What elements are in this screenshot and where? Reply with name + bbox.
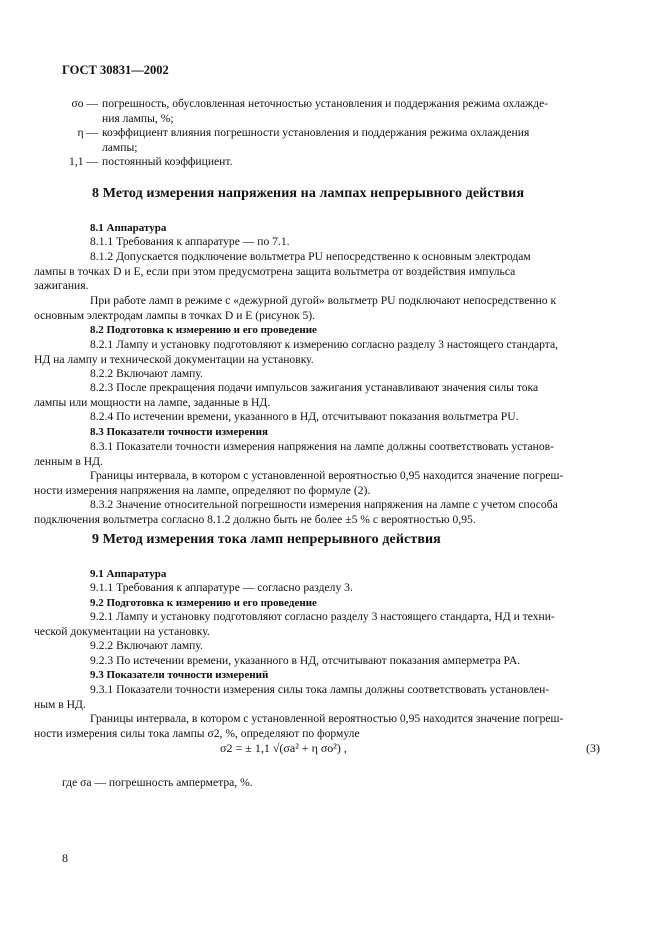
- paragraph-9-3-1: 9.3.1 Показатели точности измерения силы тока лампы должны соответствовать установлен- ным в НД.: [34, 683, 550, 711]
- page-number: 8: [62, 851, 68, 865]
- paragraph-9-2-3: 9.2.3 По истечении времени, указанного в НД, отсчитывают показания амперметра PA.: [90, 654, 521, 667]
- subsection-8-2: 8.2 Подготовка к измерению и его проведение: [90, 324, 317, 336]
- definition-text: постоянный коэффициент.: [102, 155, 233, 168]
- subsection-9-1: 9.1 Аппаратура: [90, 568, 167, 580]
- paragraph-8-3-2: 8.3.2 Значение относительной погрешности измерения напряжения на лампе с учетом способа подключения вольтметра согласно 8.1.2 должно быть не более ±5 % с вероятностью 0,95.: [34, 498, 558, 526]
- paragraph-8-2-3: 8.2.3 После прекращения подачи импульсов зажигания устанавливают значения силы тока лампы или мощности на лампе, заданные в НД.: [34, 381, 539, 409]
- paragraph-8-1-1: 8.1.1 Требования к аппаратуре — по 7.1.: [90, 235, 290, 248]
- paragraph-8-1-2: 8.1.2 Допускается подключение вольтметра PU непосредственно к основным электродам лампы в точках D и E, если при этом предусмотрена защита вольтметра от воздействия импульса зажигания.: [34, 250, 531, 293]
- document-header: ГОСТ 30831—2002: [62, 63, 169, 77]
- definition-symbol: η —: [77, 126, 98, 139]
- subsection-8-3: 8.3 Показатели точности измерения: [90, 426, 268, 438]
- paragraph-8-2-4: 8.2.4 По истечении времени, указанного в НД, отсчитывают показания вольтметра PU.: [90, 410, 519, 423]
- definition-symbol: σo —: [71, 97, 98, 110]
- formula-where-clause: где σa — погрешность амперметра, %.: [62, 776, 253, 789]
- section-8-title: 8 Метод измерения напряжения на лампах непрерывного действия: [92, 186, 525, 201]
- subsection-9-2: 9.2 Подготовка к измерению и его проведение: [90, 597, 317, 609]
- formula-3: σ2 = ± 1,1 √(σa² + η σo²) ,: [220, 741, 347, 755]
- paragraph-9-3-1-b: Границы интервала, в котором с установленной вероятностью 0,95 находится значение погреш- ности измерения силы тока лампы σ2, %, определяют по формуле: [34, 712, 564, 740]
- subsection-9-3: 9.3 Показатели точности измерений: [90, 669, 269, 681]
- paragraph-8-2-2: 8.2.2 Включают лампу.: [90, 367, 203, 380]
- subsection-8-1: 8.1 Аппаратура: [90, 222, 167, 234]
- definition-text: погрешность, обусловленная неточностью установления и поддержания режима охлажде- ния лампы, %;: [102, 97, 549, 125]
- formula-number: (3): [586, 741, 600, 755]
- paragraph-8-3-1-b: Границы интервала, в котором с установленной вероятностью 0,95 находится значение погреш- ности измерения напряжения на лампе, определяют по формуле (2).: [34, 469, 564, 497]
- definition-text: коэффициент влияния погрешности установления и поддержания режима охлаждения лампы;: [102, 126, 530, 154]
- paragraph-9-1-1: 9.1.1 Требования к аппаратуре — согласно разделу 3.: [90, 581, 353, 594]
- paragraph-8-2-1: 8.2.1 Лампу и установку подготовляют к измерению согласно разделу 3 настоящего стандарта, НД на лампу и технической документации на установку.: [34, 338, 559, 366]
- paragraph-9-2-1: 9.2.1 Лампу и установку подготовляют согласно разделу 3 настоящего стандарта, НД и техни- ческой документации на установку.: [34, 610, 555, 638]
- definition-symbol: 1,1 —: [69, 155, 98, 168]
- section-9-title: 9 Метод измерения тока ламп непрерывного действия: [92, 532, 441, 547]
- paragraph-8-1-2-b: При работе ламп в режиме с «дежурной дугой» вольтметр PU подключают непосредственно к основным электродам лампы в точках D и E (рисунок 5).: [34, 294, 557, 322]
- paragraph-9-2-2: 9.2.2 Включают лампу.: [90, 639, 203, 652]
- paragraph-8-3-1: 8.3.1 Показатели точности измерения напряжения на лампе должны соответствовать установ- ленным в НД.: [34, 440, 554, 468]
